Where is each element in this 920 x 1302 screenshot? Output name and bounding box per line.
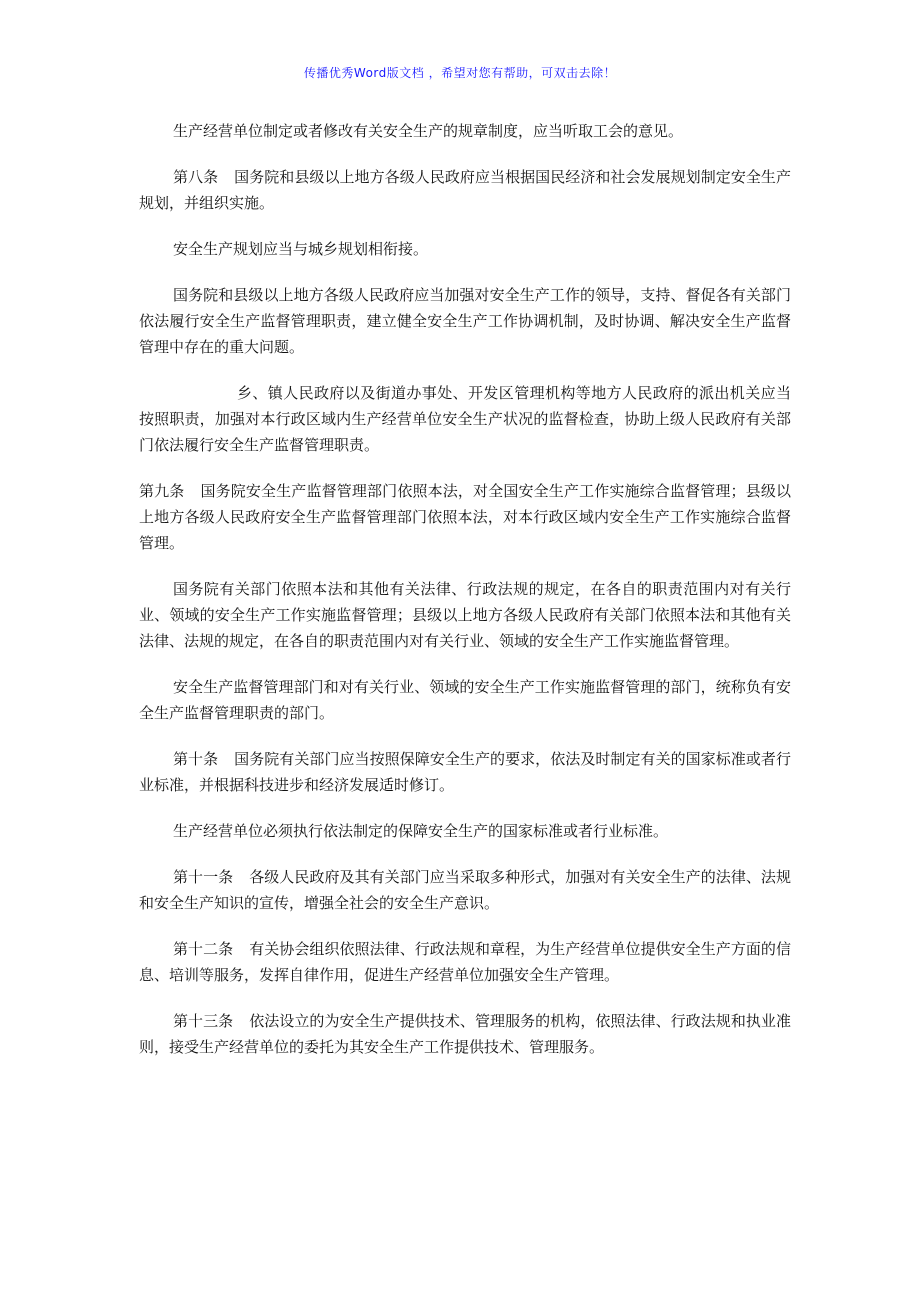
paragraph-text: 生产经营单位制定或者修改有关安全生产的规章制度，应当听取工会的意见。 xyxy=(173,122,684,140)
article-8 xyxy=(139,164,791,216)
paragraph-text: 乡、镇人民政府以及街道办事处、开发区管理机构等地方人民政府的派出机关应当按照职责，加强对本行政区域内生产经营单位安全生产状况的监督检查，协助上级人民政府有关部门依法履行安全生产监督管理职责。 xyxy=(139,384,791,454)
article-text: 国务院有关部门应当按照保障安全生产的要求，依法及时制定有关的国家标准或者行业标准，并根据科技进步和经济发展适时修订。 xyxy=(139,750,791,794)
paragraph-government-leadership xyxy=(139,282,791,360)
article-number: 第十条 xyxy=(173,750,219,768)
article-number: 第八条 xyxy=(173,168,219,186)
article-9 xyxy=(139,478,791,556)
article-13 xyxy=(139,1008,791,1060)
article-text: 依法设立的为安全生产提供技术、管理服务的机构，依照法律、行政法规和执业准则，接受生产经营单位的委托为其安全生产工作提供技术、管理服务。 xyxy=(139,1012,791,1056)
document-body xyxy=(139,118,791,1080)
paragraph-township-government xyxy=(139,380,791,458)
document-banner: 传播优秀Word版文档 ，希望对您有帮助，可双击去除！ xyxy=(303,66,617,80)
article-number: 第十二条 xyxy=(173,940,234,958)
paragraph-supervision-definition xyxy=(139,674,791,726)
paragraph-text: 国务院和县级以上地方各级人民政府应当加强对安全生产工作的领导，支持、督促各有关部门依法履行安全生产监督管理职责，建立健全安全生产工作协调机制，及时协调、解决安全生产监督管理中存在的重大问题。 xyxy=(139,286,791,356)
article-12 xyxy=(139,936,791,988)
paragraph-urban-rural-planning xyxy=(139,236,791,262)
article-text: 国务院和县级以上地方各级人民政府应当根据国民经济和社会发展规划制定安全生产规划，并组织实施。 xyxy=(139,168,791,212)
paragraph-departments-supervision xyxy=(139,576,791,654)
article-text: 有关协会组织依照法律、行政法规和章程，为生产经营单位提供安全生产方面的信息、培训等服务，发挥自律作用，促进生产经营单位加强安全生产管理。 xyxy=(139,940,791,984)
article-number: 第十三条 xyxy=(173,1012,234,1030)
paragraph-text: 安全生产监督管理部门和对有关行业、领域的安全生产工作实施监督管理的部门，统称负有安全生产监督管理职责的部门。 xyxy=(139,678,791,722)
article-number: 第十一条 xyxy=(173,868,234,886)
article-text: 各级人民政府及其有关部门应当采取多种形式，加强对有关安全生产的法律、法规和安全生产知识的宣传，增强全社会的安全生产意识。 xyxy=(139,868,791,912)
article-11 xyxy=(139,864,791,916)
paragraph-text: 生产经营单位必须执行依法制定的保障安全生产的国家标准或者行业标准。 xyxy=(173,822,669,840)
paragraph-standards-compliance xyxy=(139,818,791,844)
paragraph-text: 国务院有关部门依照本法和其他有关法律、行政法规的规定，在各自的职责范围内对有关行业、领域的安全生产工作实施监督管理；县级以上地方各级人民政府有关部门依照本法和其他有关法律、法规的规定，在各自的职责范围内对有关行业、领域的安全生产工作实施监督管理。 xyxy=(139,580,791,650)
article-10 xyxy=(139,746,791,798)
paragraph-union-opinion xyxy=(139,118,791,144)
article-number: 第九条 xyxy=(139,482,185,500)
paragraph-text: 安全生产规划应当与城乡规划相衔接。 xyxy=(173,240,429,258)
article-text: 国务院安全生产监督管理部门依照本法，对全国安全生产工作实施综合监督管理；县级以上地方各级人民政府安全生产监督管理部门依照本法，对本行政区域内安全生产工作实施综合监督管理。 xyxy=(139,482,791,552)
